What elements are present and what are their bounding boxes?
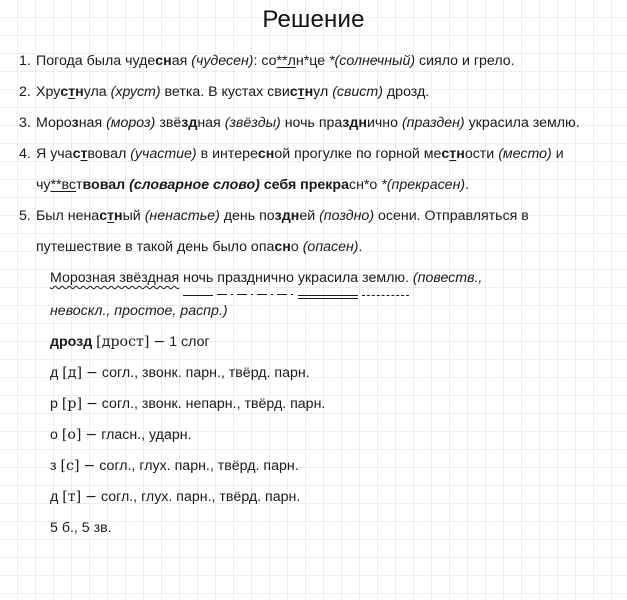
sentence-member-single: ночь	[183, 263, 213, 296]
phonetic-rows	[14, 358, 613, 513]
dash-separator: −	[85, 396, 98, 412]
text-run: *(солнечный)	[329, 53, 416, 69]
text-run: ветка. В кустах сви	[160, 84, 290, 100]
phonetic-letter: з	[50, 458, 57, 474]
text-run: и чу	[36, 146, 564, 193]
text-run: (хруст)	[110, 84, 161, 100]
text-run: н	[456, 146, 465, 162]
text-run: вовал	[82, 177, 130, 193]
text-run: сн	[274, 239, 291, 255]
exercise-number: 4.	[19, 146, 31, 162]
text-run: (участие)	[130, 146, 197, 162]
text-run: (опасен)	[302, 239, 359, 255]
text-run: с	[441, 146, 450, 162]
exercise-text	[36, 201, 613, 263]
exercise-list	[14, 46, 613, 263]
exercise-item	[14, 108, 613, 139]
exercise-number: 3.	[19, 115, 31, 131]
text-run: н	[304, 84, 314, 100]
text-run: н*це	[295, 53, 330, 69]
text-run: Моро	[36, 115, 72, 131]
phonetic-syllables: 1 слог	[169, 334, 210, 350]
text-run: *(прекрасен)	[381, 177, 466, 193]
text-run: Хру	[36, 84, 61, 100]
exercise-item	[14, 139, 613, 201]
text-run: т	[76, 177, 83, 193]
text-run: ый	[122, 208, 145, 224]
sentence-characteristics-rest: невоскл., простое, распр.)	[50, 303, 228, 319]
phonetic-description: гласн., ударн.	[101, 427, 192, 443]
text-run: украсила землю.	[464, 115, 580, 131]
phonetic-row	[14, 482, 613, 513]
text-run: Был нена	[36, 208, 100, 224]
text-run: с	[99, 208, 108, 224]
phonetic-row	[14, 451, 613, 482]
text-run: сияло и грело.	[415, 53, 515, 69]
phonetic-description: согл., звонк. непарн., твёрд. парн.	[101, 396, 326, 412]
text-run: : со	[253, 53, 277, 69]
text-run: т	[80, 146, 88, 162]
solution-body	[0, 34, 627, 544]
text-run: о	[290, 239, 303, 255]
text-run: ой прогулке по горной ме	[274, 146, 442, 162]
phonetic-sound: [д]	[62, 365, 83, 381]
text-run: Я уча	[36, 146, 73, 162]
text-run: н	[114, 208, 123, 224]
text-run: т	[297, 84, 305, 100]
text-run: (свист)	[332, 84, 383, 100]
dash-separator: −	[153, 334, 166, 350]
phonetic-letter: о	[50, 427, 58, 443]
phonetic-row	[14, 389, 613, 420]
text-run: сн*о	[348, 177, 382, 193]
sentence-member-wave: Морозная звёздная	[50, 270, 180, 286]
text-run: (ненастье)	[144, 208, 220, 224]
text-run: Погода была чуде	[36, 53, 156, 69]
text-run: звё	[155, 115, 182, 131]
text-run: ночь пра	[280, 115, 343, 131]
text-run: (место)	[498, 146, 552, 162]
text-run: ости	[464, 146, 499, 162]
text-run: н	[290, 208, 300, 224]
text-run: (празден)	[401, 115, 465, 131]
phonetic-description: согл., звонк. парн., твёрд. парн.	[101, 365, 310, 381]
exercise-item	[14, 46, 613, 77]
sentence-member-dashdot: празднично	[217, 263, 294, 296]
phonetic-sound: [т]	[62, 489, 82, 505]
dash-separator: −	[83, 458, 96, 474]
dash-separator: −	[86, 365, 98, 381]
phonetic-letter: д	[50, 489, 59, 505]
phonetic-row	[14, 358, 613, 389]
text-run: себя прекра	[259, 177, 349, 193]
exercise-text	[36, 46, 613, 77]
exercise-text	[36, 108, 613, 139]
text-run: (словарное слово)	[129, 177, 260, 193]
text-run: ей	[299, 208, 320, 224]
text-run: (мороз)	[106, 115, 156, 131]
sentence-parse-members	[50, 270, 413, 286]
phonetic-totals: 5 б., 5 зв.	[50, 520, 112, 536]
text-run: з	[342, 115, 350, 131]
text-run: д	[349, 115, 359, 131]
text-run: (звёзды)	[224, 115, 281, 131]
phonetic-description: согл., глух. парн., твёрд. парн.	[100, 489, 301, 505]
text-run: .	[358, 239, 363, 255]
text-run: вовал	[87, 146, 131, 162]
text-run: з	[274, 208, 282, 224]
text-run: (чудесен)	[191, 53, 254, 69]
text-run: т	[68, 84, 76, 100]
phonetic-word: дрозд	[50, 334, 93, 350]
text-run: (поздно)	[319, 208, 375, 224]
phonetic-sound: [р]	[61, 396, 82, 412]
sentence-characteristics-start: (повеств.,	[412, 270, 483, 286]
exercise-number: 1.	[19, 53, 31, 69]
exercise-number: 2.	[19, 84, 31, 100]
sentence-parse-line	[14, 263, 613, 296]
text-run: с	[60, 84, 69, 100]
text-run: осени. Отправляться в путешествие в такой день было опа	[36, 208, 529, 255]
phonetic-sound: [о]	[61, 427, 82, 443]
exercise-number: 5.	[19, 208, 31, 224]
phonetic-row	[14, 420, 613, 451]
text-run: ая	[171, 53, 192, 69]
text-run: сн	[155, 53, 172, 69]
text-run: дрозд.	[382, 84, 430, 100]
text-run: ная	[78, 115, 107, 131]
exercise-text	[36, 139, 613, 201]
text-run: ула	[83, 84, 111, 100]
text-run: .	[465, 177, 470, 193]
dash-separator: −	[85, 489, 97, 505]
text-run: в интере	[196, 146, 258, 162]
text-run: з	[181, 115, 189, 131]
text-run: н	[75, 84, 84, 100]
exercise-item	[14, 77, 613, 108]
text-run: с	[72, 146, 81, 162]
exercise-text	[36, 77, 613, 108]
text-run: ично	[366, 115, 402, 131]
exercise-item	[14, 201, 613, 263]
dash-separator: −	[85, 427, 98, 443]
phonetic-letter: р	[50, 396, 58, 412]
sentence-member-double: украсила	[298, 263, 358, 296]
phonetic-header	[14, 327, 613, 358]
text-run: з	[71, 115, 79, 131]
phonetic-description: согл., глух. парн., твёрд. парн.	[99, 458, 299, 474]
text-run: ул	[313, 84, 333, 100]
sentence-member-dash: землю.	[362, 263, 409, 296]
text-run: день по	[219, 208, 275, 224]
text-run: д	[281, 208, 291, 224]
phonetic-letter: д	[50, 365, 59, 381]
text-run: д	[188, 115, 198, 131]
phonetic-transcription: [дрост]	[96, 334, 150, 350]
text-run: ная	[197, 115, 225, 131]
text-run: т	[107, 208, 115, 224]
text-run: с	[289, 84, 298, 100]
page-title: Решение	[262, 6, 365, 33]
text-run: н	[358, 115, 367, 131]
text-run: **вс	[50, 177, 77, 193]
text-run: т	[449, 146, 457, 162]
phonetic-sound: [с]	[60, 458, 80, 474]
text-run: **л	[276, 53, 296, 69]
text-run: сн	[257, 146, 275, 162]
